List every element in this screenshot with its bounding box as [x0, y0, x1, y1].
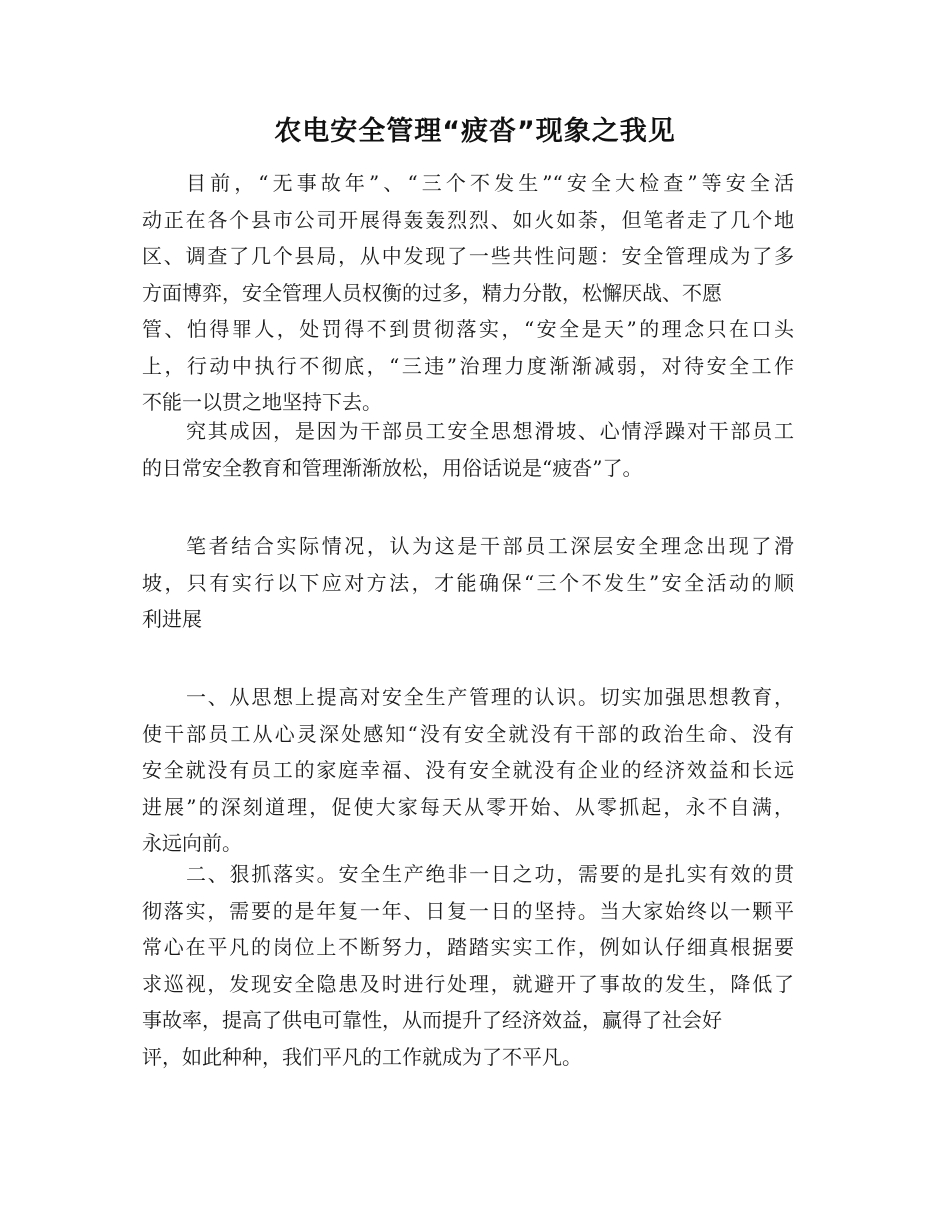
- paragraph-line: 求巡视，发现安全隐患及时进行处理，就避开了事故的发生，降低了: [142, 971, 794, 996]
- paragraph-line: 永远向前。: [142, 831, 242, 855]
- paragraph-line: 评，如此种种，我们平凡的工作就成为了不平凡。: [142, 1044, 582, 1069]
- paragraph-line: 常心在平凡的岗位上不断努力，踏踏实实工作，例如认仔细真根据要: [142, 935, 794, 959]
- document-title: 农电安全管理“疲沓”现象之我见: [274, 116, 676, 147]
- paragraph-line: 坡，只有实行以下应对方法，才能确保“三个不发生”安全活动的顺: [142, 570, 794, 595]
- paragraph-line: 方面博弈，安全管理人员权衡的过多，精力分散，松懈厌战、不愿: [142, 280, 722, 305]
- paragraph-2: [142, 413, 794, 486]
- paragraph-line: 目前，“无事故年”、“三个不发生”“安全大检查”等安全活: [186, 171, 794, 195]
- paragraph-1: [142, 165, 794, 421]
- paragraph-line: 究其成因，是因为干部员工安全思想滑坡、心情浮躁对干部员工: [186, 419, 794, 443]
- paragraph-line: 不能一以贯之地坚持下去。: [142, 390, 382, 414]
- paragraph-3: [142, 528, 794, 638]
- paragraph-line: 管、怕得罪人，处罚得不到贯彻落实，“安全是天”的理念只在口头: [142, 317, 794, 341]
- paragraph-line: 安全就没有员工的家庭幸福、没有安全就没有企业的经济效益和长远: [142, 758, 794, 782]
- paragraph-line: 彻落实，需要的是年复一年、日复一日的坚持。当大家始终以一颗平: [142, 898, 794, 923]
- paragraph-5: [142, 856, 794, 1075]
- paragraph-line: 区、调查了几个县局，从中发现了一些共性问题：安全管理成为了多: [142, 244, 794, 268]
- paragraph-line: 使干部员工从心灵深处感知“没有安全就没有干部的政治生命、没有: [142, 721, 794, 746]
- paragraph-line: 进展”的深刻道理，促使大家每天从零开始、从零抓起，永不自满，: [142, 794, 794, 819]
- paragraph-line: 上，行动中执行不彻底，“三违”治理力度渐渐减弱，对待安全工作: [142, 353, 794, 378]
- paragraph-line: 一、从思想上提高对安全生产管理的认识。切实加强思想教育，: [186, 685, 794, 709]
- paragraph-line: 二、狠抓落实。安全生产绝非一日之功，需要的是扎实有效的贯: [186, 862, 794, 886]
- paragraph-line: 事故率，提高了供电可靠性，从而提升了经济效益，赢得了社会好: [142, 1008, 722, 1032]
- paragraph-line: 笔者结合实际情况，认为这是干部员工深层安全理念出现了滑: [186, 534, 794, 558]
- paragraph-line: 利进展: [142, 607, 202, 631]
- paragraph-4: [142, 679, 794, 862]
- paragraph-line: 动正在各个县市公司开展得轰轰烈烈、如火如荼，但笔者走了几个地: [142, 207, 794, 232]
- paragraph-line: 的日常安全教育和管理渐渐放松，用俗话说是“疲沓”了。: [142, 455, 643, 480]
